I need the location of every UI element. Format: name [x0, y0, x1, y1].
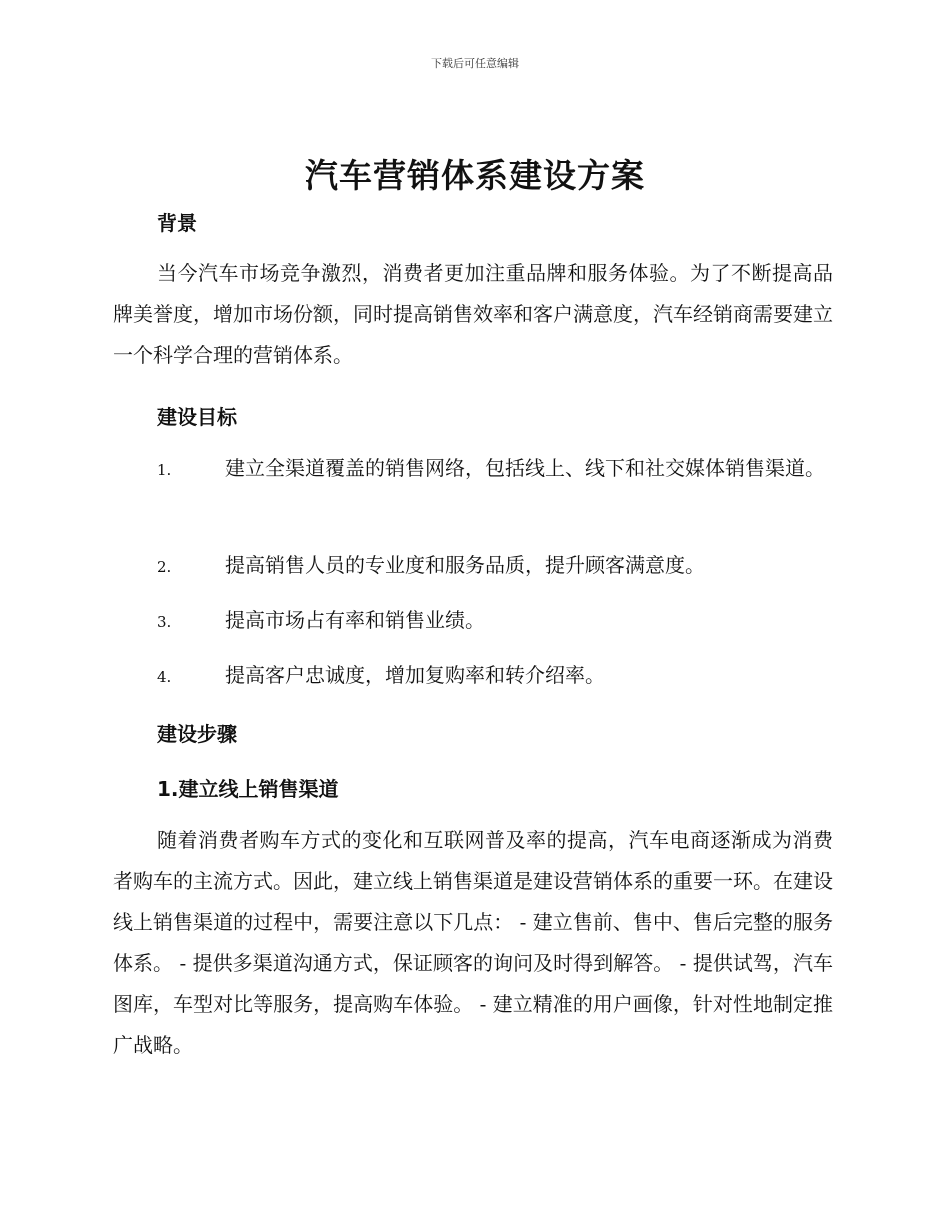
goal-text: 提高市场占有率和销售业绩。 — [225, 608, 485, 632]
goal-text: 提高销售人员的专业度和服务品质，提升顾客满意度。 — [225, 553, 705, 577]
list-number: 3. — [157, 613, 172, 631]
goal-text: 建立全渠道覆盖的销售网络，包括线上、线下和社交媒体销售渠道。 — [225, 456, 825, 480]
goal-text: 提高客户忠诚度，增加复购率和转介绍率。 — [225, 663, 605, 687]
background-paragraph: 当今汽车市场竞争激烈，消费者更加注重品牌和服务体验。为了不断提高品牌美誉度，增加市场份额，同时提高销售效率和客户满意度，汽车经销商需要建立一个科学合理的营销体系。 — [113, 261, 833, 367]
goal-item — [113, 448, 833, 491]
subsection-heading-online-channel: 1.建立线上销售渠道 — [157, 777, 339, 801]
section-heading-background: 背景 — [157, 211, 197, 235]
section-heading-goals: 建设目标 — [157, 405, 237, 429]
list-number: 1. — [157, 461, 172, 479]
document-title: 汽车营销体系建设方案 — [305, 156, 645, 195]
goal-item — [113, 655, 833, 698]
goal-item — [113, 545, 833, 588]
section-heading-steps: 建设步骤 — [157, 722, 237, 746]
list-number: 2. — [157, 558, 172, 576]
header-note: 下载后可任意编辑 — [431, 57, 519, 70]
goal-item — [113, 600, 833, 643]
list-number: 4. — [157, 668, 172, 686]
online-channel-paragraph: 随着消费者购车方式的变化和互联网普及率的提高，汽车电商逐渐成为消费者购车的主流方式。因此，建立线上销售渠道是建设营销体系的重要一环。在建设线上销售渠道的过程中，需要注意以下几点： - 建立售前、售中、售后完整的服务体系。 - 提供多渠道沟通方式，保证顾客的询问及时得到解答。 - 提供试驾，汽车图库，车型对比等服务，提高购车体验。 - 建立精准的用户画像，针对性地制定推广战略。 — [113, 828, 833, 1057]
